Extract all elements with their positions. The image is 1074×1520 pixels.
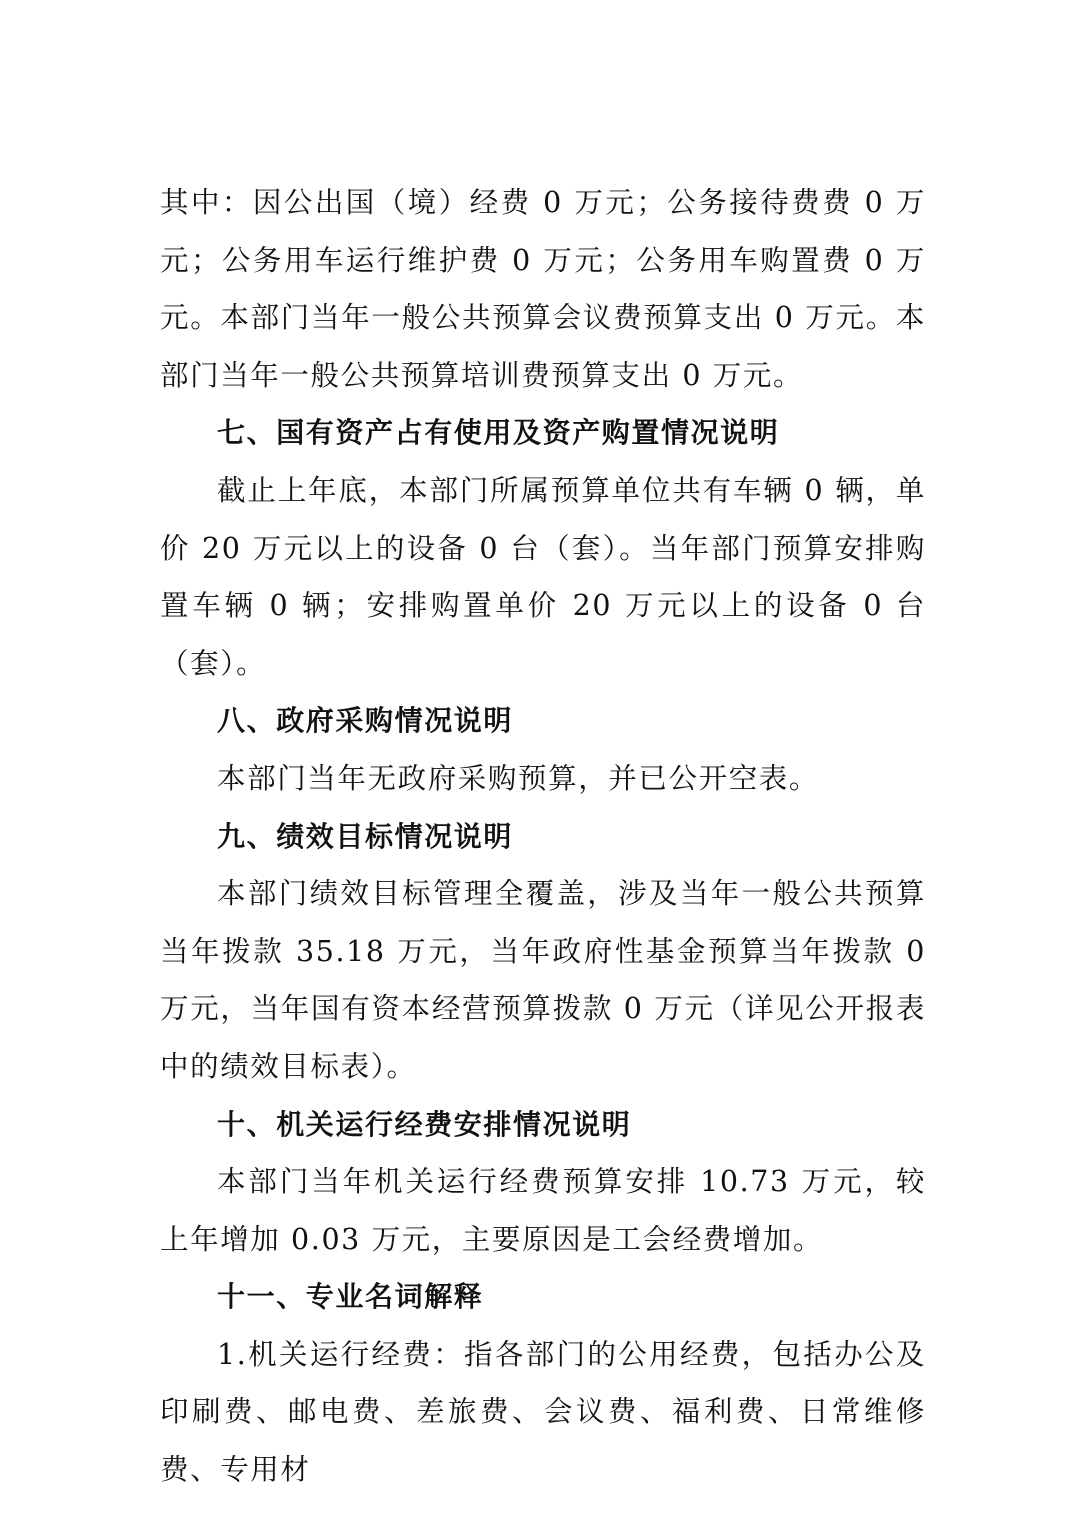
heading-operating-expenses: 十、机关运行经费安排情况说明 bbox=[217, 1107, 632, 1141]
paragraph-expense-breakdown: 其中：因公出国（境）经费 0 万元；公务接待费费 0 万元；公务用车运行维护费 0 万元；公务用车购置费 0 万元。本部门当年一般公共预算会议费预算支出 0 万元。本部门当年一般公共预算培训费预算支出 0 万元。 bbox=[160, 186, 926, 392]
heading-government-procurement: 八、政府采购情况说明 bbox=[217, 704, 514, 738]
paragraph-operating-expenses: 本部门当年机关运行经费预算安排 10.73 万元，较上年增加 0.03 万元，主要原因是工会经费增加。 bbox=[160, 1165, 926, 1256]
heading-performance-goals: 九、绩效目标情况说明 bbox=[217, 819, 514, 853]
paragraph-state-assets: 截止上年底，本部门所属预算单位共有车辆 0 辆，单价 20 万元以上的设备 0 台（套）。当年部门预算安排购置车辆 0 辆；安排购置单价 20 万元以上的设备 0 台（套）。 bbox=[160, 473, 926, 680]
paragraph-glossary-item-1: 1.机关运行经费：指各部门的公用经费，包括办公及印刷费、邮电费、差旅费、会议费、福利费、日常维修费、专用材 bbox=[160, 1337, 926, 1487]
paragraph-government-procurement: 本部门当年无政府采购预算，并已公开空表。 bbox=[217, 761, 820, 795]
document-page bbox=[160, 174, 926, 1499]
heading-state-assets: 七、国有资产占有使用及资产购置情况说明 bbox=[217, 416, 780, 450]
paragraph-performance-goals: 本部门绩效目标管理全覆盖，涉及当年一般公共预算当年拨款 35.18 万元，当年政府性基金预算当年拨款 0 万元，当年国有资本经营预算拨款 0 万元（详见公开报表中的绩效目标表）。 bbox=[160, 877, 926, 1083]
heading-glossary: 十一、专业名词解释 bbox=[217, 1280, 484, 1314]
